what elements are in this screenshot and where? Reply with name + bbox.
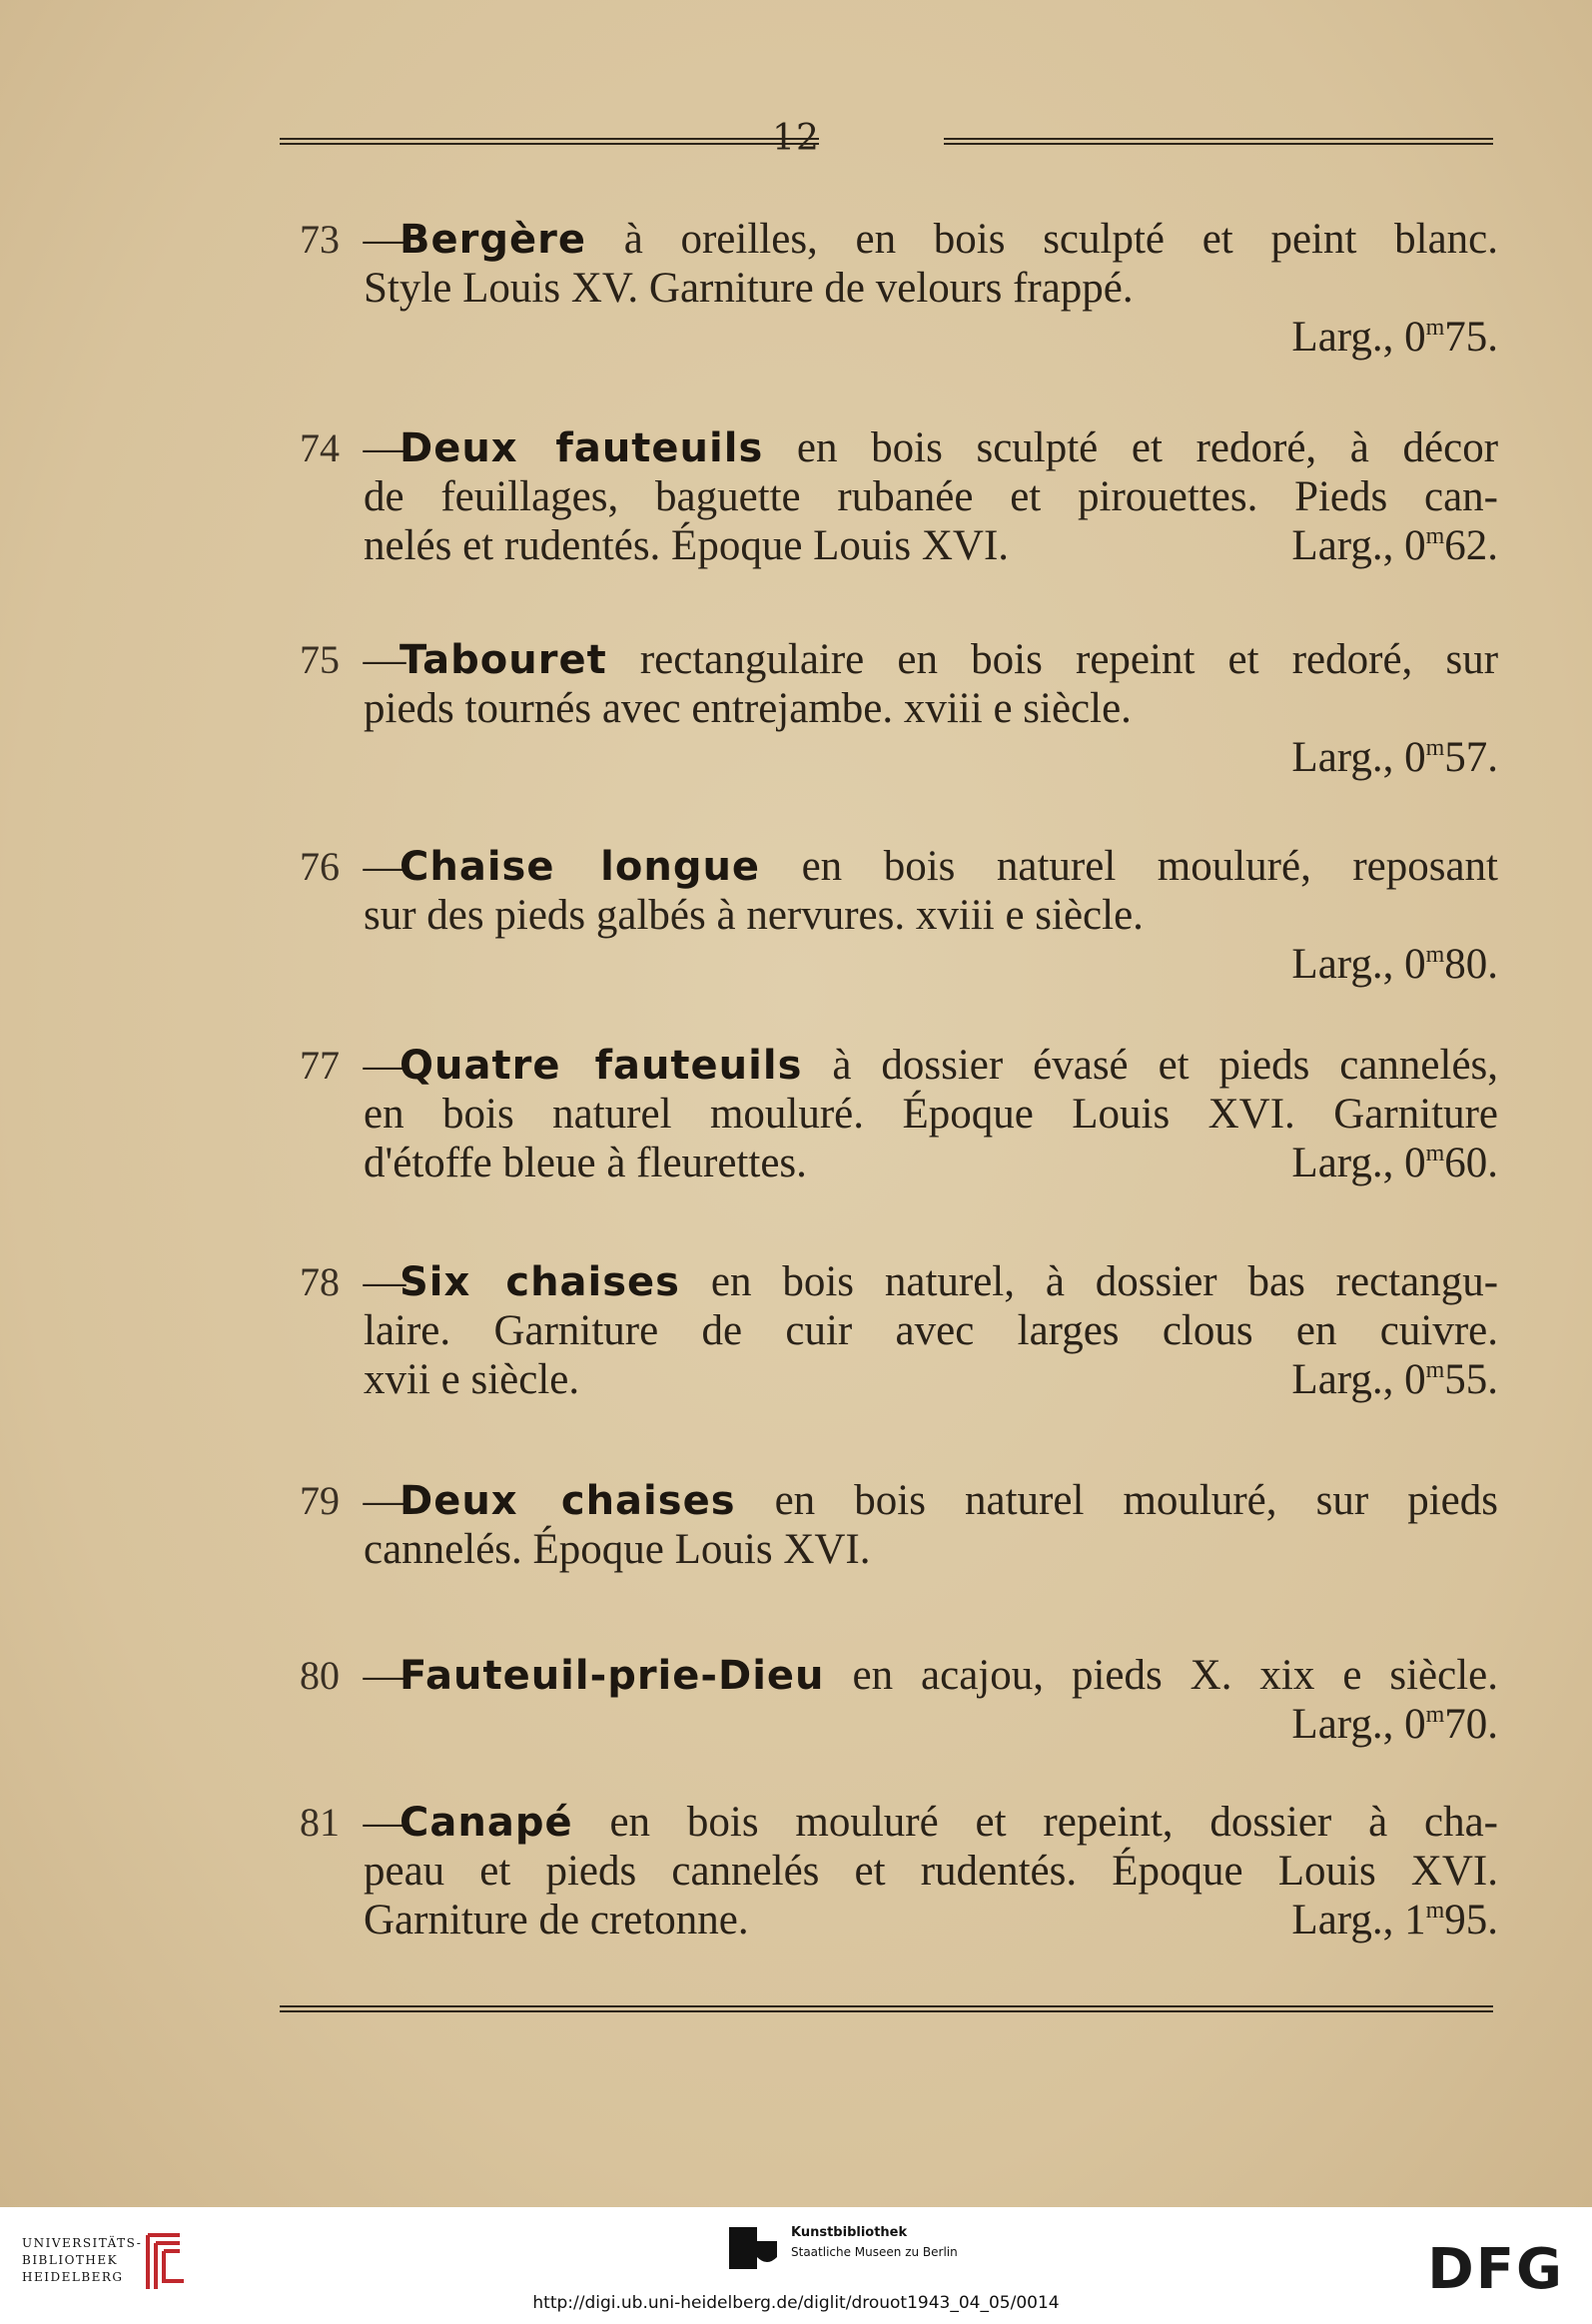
width-decimal: 62. [1444,522,1498,569]
lot-dash: — [363,636,406,683]
lot-description-line: d'étoffe bleue à fleurettes. [364,1140,807,1186]
entry-continuation-line [270,1847,1498,1896]
lot-title: Fauteuil-prie-Dieu [399,1653,825,1699]
entry-continuation-line [270,521,1498,570]
entry-first-line [270,1651,1498,1700]
width-label: Larg., [1291,941,1394,988]
lot-title: Quatre fauteuils [399,1043,803,1089]
source-url[interactable]: http://digi.ub.uni-heidelberg.de/diglit/drouot1943_04_05/0014 [532,2293,1060,2313]
width-measurement [1291,940,1498,989]
width-measurement [1291,313,1498,362]
entry-first-line [270,1041,1498,1090]
entry-first-text [399,1798,1498,1848]
width-decimal: 80. [1444,941,1498,988]
width-decimal: 75. [1444,314,1498,361]
lot-dash: — [363,1477,406,1524]
entry-width-line [270,733,1498,782]
width-integer: 0 [1404,941,1426,988]
entry-continuation-line [270,1896,1498,1944]
entry-continuation-line [270,1139,1498,1187]
kunstbibliothek-subtitle: Staatliche Museen zu Berlin [791,2245,958,2259]
lot-description-start: en acajou, pieds X. xix e siècle. [852,1652,1499,1699]
lot-number: 77 [300,1043,340,1088]
entry-first-line [270,842,1498,891]
lot-description-line: en bois naturel mouluré. Époque Louis XVI. Garniture [364,1091,1498,1138]
catalog-entry [270,1476,1498,1574]
entry-continuation-line [270,891,1498,940]
width-integer: 1 [1404,1897,1426,1943]
lot-number: 76 [300,844,340,889]
entry-first-line [270,635,1498,684]
width-unit: m [1425,1702,1445,1728]
width-measurement [1291,1139,1498,1187]
kunstbibliothek-emblem-icon [729,2227,779,2269]
lot-description-line: Style Louis XV. Garniture de velours frappé. [364,265,1134,312]
width-integer: 0 [1404,1701,1426,1748]
width-measurement [1291,1355,1498,1404]
width-label: Larg., [1291,1140,1394,1186]
entry-continuation-line [270,1306,1498,1355]
width-unit: m [1425,523,1445,549]
catalog-entry [270,1798,1498,1944]
entry-first-text [399,842,1498,892]
entry-continuation-line [270,1355,1498,1404]
width-label: Larg., [1291,1701,1394,1748]
entry-first-text [399,635,1498,685]
lot-description-line: pieds tournés avec entrejambe. xviii e siècle. [364,685,1132,732]
entry-first-text [399,1651,1498,1701]
width-label: Larg., [1291,314,1394,361]
lot-description-start: rectangulaire en bois repeint et redoré, sur [639,636,1499,683]
lot-description-line: nelés et rudentés. Époque Louis XVI. [364,522,1010,569]
lot-dash: — [363,1042,406,1089]
university-line: BIBLIOTHEK [22,2253,119,2267]
dfg-logo[interactable]: DFG [1427,2237,1564,2302]
lot-description-start: en bois naturel mouluré, sur pieds [774,1477,1498,1524]
width-label: Larg., [1291,1356,1394,1403]
lot-number: 75 [300,637,340,682]
catalog-entry [270,215,1498,362]
width-unit: m [1425,1141,1445,1166]
entry-continuation-line [270,684,1498,733]
entry-width-line [270,940,1498,989]
width-decimal: 57. [1444,734,1498,781]
width-measurement [1291,1700,1498,1749]
lot-description-start: en bois naturel, à dossier bas rectangu- [710,1258,1499,1305]
lot-description-line: cannelés. Époque Louis XVI. [364,1526,871,1573]
lot-number: 73 [300,217,340,262]
width-integer: 0 [1404,314,1426,361]
entry-first-line [270,1798,1498,1847]
width-label: Larg., [1291,734,1394,781]
lot-description-line: laire. Garniture de cuir avec larges clous en cuivre. [364,1307,1498,1354]
entry-continuation-line [270,1525,1498,1574]
width-label: Larg., [1291,1897,1394,1943]
lot-number: 79 [300,1478,340,1523]
entry-continuation-line [270,472,1498,521]
kunstbibliothek-logo[interactable] [729,2225,1029,2275]
lot-title: Bergère [399,217,586,263]
lot-title: Chaise longue [399,844,761,890]
entry-first-text [399,1257,1498,1307]
entry-first-text [399,1476,1498,1526]
width-unit: m [1425,735,1445,761]
width-decimal: 55. [1444,1356,1498,1403]
catalog-entry [270,1041,1498,1187]
width-unit: m [1425,942,1445,968]
width-unit: m [1425,1898,1445,1924]
lot-description-start: en bois mouluré et repeint, dossier à cha- [609,1799,1498,1846]
university-emblem-icon [140,2231,192,2293]
entry-first-line [270,423,1498,472]
lot-description-line: de feuillages, baguette rubanée et pirouettes. Pieds can- [364,473,1498,520]
entry-width-line [270,1700,1498,1749]
digitization-footer [0,2207,1592,2324]
width-integer: 0 [1404,734,1426,781]
entry-first-line [270,1476,1498,1525]
university-line: HEIDELBERG [22,2270,124,2284]
entry-first-line [270,1257,1498,1306]
lot-dash: — [363,424,406,471]
width-measurement [1291,733,1498,782]
lot-description-line: sur des pieds galbés à nervures. xviii e siècle. [364,892,1144,939]
lot-number: 74 [300,425,340,470]
university-line: UNIVERSITÄTS- [22,2236,143,2250]
width-integer: 0 [1404,1356,1426,1403]
lot-dash: — [363,216,406,263]
university-library-text [22,2235,142,2286]
width-measurement [1291,1896,1498,1944]
entry-continuation-line [270,1090,1498,1139]
width-integer: 0 [1404,1140,1426,1186]
lot-title: Tabouret [399,637,607,683]
width-measurement [1291,521,1498,570]
university-library-logo[interactable] [22,2223,222,2303]
lot-description-line: Garniture de cretonne. [364,1897,749,1943]
lot-description-start: à dossier évasé et pieds cannelés, [832,1042,1499,1089]
lot-description-start: en bois naturel mouluré, reposant [801,843,1499,890]
width-decimal: 95. [1444,1897,1498,1943]
entry-continuation-line [270,264,1498,313]
catalog-entry [270,1651,1498,1749]
bottom-rule [280,2005,1493,2012]
lot-number: 78 [300,1259,340,1304]
lot-dash: — [363,1652,406,1699]
lot-description-start: en bois sculpté et redoré, à décor [796,424,1499,471]
width-label: Larg., [1291,522,1394,569]
lot-dash: — [363,1258,406,1305]
lot-title: Deux fauteuils [399,425,764,471]
width-decimal: 70. [1444,1701,1498,1748]
width-unit: m [1425,1357,1445,1383]
width-decimal: 60. [1444,1140,1498,1186]
width-integer: 0 [1404,522,1426,569]
lot-number: 81 [300,1800,340,1845]
catalog-entry [270,1257,1498,1404]
catalog-entry [270,423,1498,570]
entry-first-text [399,215,1498,265]
page-number: 12 [772,118,820,159]
top-rule-right [944,138,1493,145]
width-unit: m [1425,315,1445,341]
catalog-entry [270,842,1498,989]
lot-description-line: xvii e siècle. [364,1356,580,1403]
lot-description-line: peau et pieds cannelés et rudentés. Époque Louis XVI. [364,1848,1498,1895]
lot-title: Deux chaises [399,1478,736,1524]
entry-first-text [399,1041,1498,1091]
entry-first-text [399,423,1498,473]
lot-description-start: à oreilles, en bois sculpté et peint blanc. [623,216,1499,263]
entry-first-line [270,215,1498,264]
entry-width-line [270,313,1498,362]
kunstbibliothek-name: Kunstbibliothek [791,2225,908,2240]
lot-dash: — [363,843,406,890]
lot-number: 80 [300,1653,340,1698]
lot-dash: — [363,1799,406,1846]
lot-title: Canapé [399,1800,573,1846]
catalog-entry [270,635,1498,782]
lot-title: Six chaises [399,1259,680,1305]
